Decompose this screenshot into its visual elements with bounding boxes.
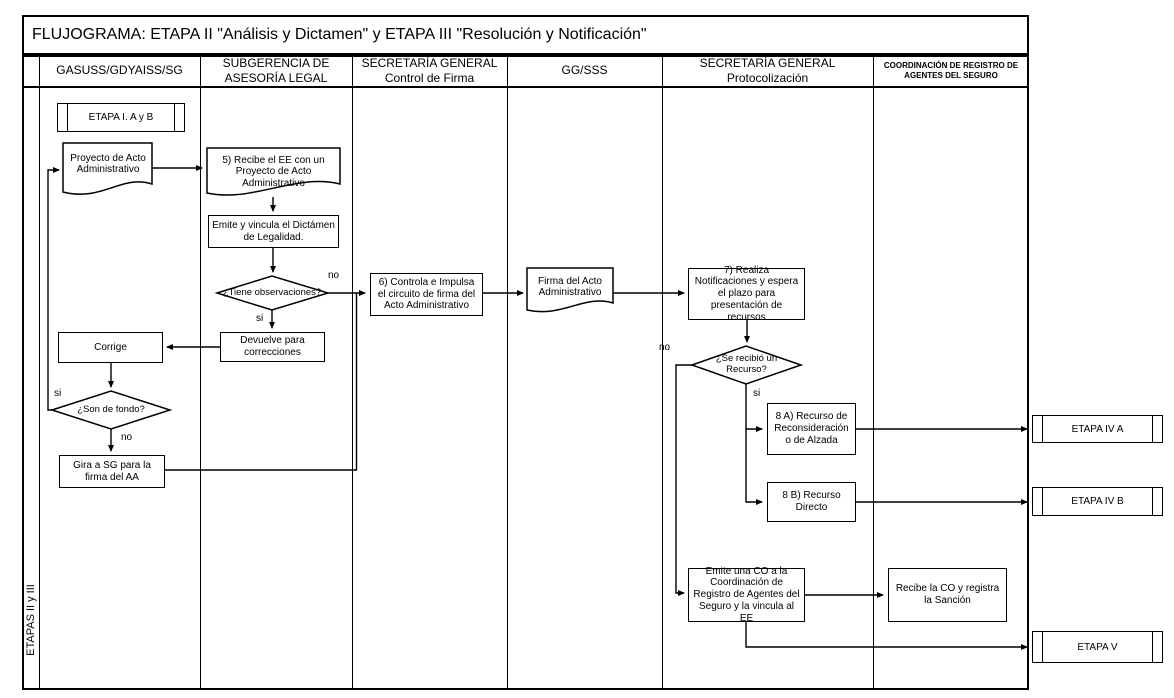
decision-tiene-observaciones	[217, 276, 328, 310]
lane-header-coordinacion: COORDINACIÓN DE REGISTRO DE AGENTES DEL SEGURO	[883, 60, 1019, 80]
label-proyecto-acto: Proyecto de Acto Administrativo	[70, 152, 146, 175]
title-bar	[22, 15, 1029, 55]
edge-fondo-si-loop	[48, 170, 62, 410]
node-recurso-8a: 8 A) Recurso de Reconsideración o de Alzada	[767, 403, 856, 455]
lane-header-ggsss: GG/SSS	[561, 63, 608, 78]
branch-label-fondo-si: si	[54, 388, 62, 399]
label-tiene-observaciones: ¿Tiene observaciones?	[222, 286, 322, 298]
node-gira-sg: Gira a SG para la firma del AA	[59, 455, 165, 488]
node-controla: 6) Controla e Impulsa el circuito de firma del Acto Administrativo	[370, 273, 483, 316]
document-proyecto-acto	[63, 143, 152, 194]
branch-label-recurso-no: no	[659, 342, 671, 353]
page-title: FLUJOGRAMA: ETAPA II "Análisis y Dictamen" y ETAPA III "Resolución y Notificación"	[32, 26, 647, 43]
lane-header-gasuss: GASUSS/GDYAISS/SG	[56, 63, 183, 78]
decision-se-recibio-recurso	[692, 346, 801, 384]
lane-header-protocolizacion: SECRETARÍA GENERAL Protocolización	[699, 56, 836, 85]
decision-son-de-fondo	[52, 388, 170, 429]
node-notificaciones: 7) Realiza Notificaciones y espera el plazo para presentación de recursos	[688, 268, 805, 320]
label-recibe-ee: 5) Recibe el EE con un Proyecto de Acto Administrativo	[222, 154, 325, 189]
label-son-de-fondo: ¿Son de fondo?	[77, 403, 145, 415]
lane-header-secretaria-firma: SECRETARÍA GENERAL Control de Firma	[361, 56, 498, 85]
node-corrige: Corrige	[58, 332, 163, 363]
node-etapa-i: ETAPA I. A y B	[57, 103, 185, 132]
branch-label-observaciones-no: no	[328, 270, 340, 281]
node-etapa-iv-a: ETAPA IV A	[1032, 415, 1163, 443]
label-se-recibio-recurso: ¿Se recibió un Recurso?	[715, 353, 778, 375]
node-devuelve: Devuelve para correcciones	[220, 332, 325, 362]
node-etapa-iv-b: ETAPA IV B	[1032, 487, 1163, 516]
label-firma-acto: Firma del Acto Administrativo	[538, 275, 602, 298]
branch-label-observaciones-si: si	[256, 313, 264, 324]
branch-label-fondo-no: no	[121, 432, 133, 443]
node-etapa-v: ETAPA V	[1032, 631, 1163, 663]
node-recibe-co: Recibe la CO y registra la Sanción	[888, 568, 1007, 622]
document-recibe-ee	[207, 148, 340, 195]
node-emite-dictamen: Emite y vincula el Dictámen de Legalidad.	[208, 215, 339, 248]
node-recurso-8b: 8 B) Recurso Directo	[767, 482, 856, 522]
edge-recurso-no-emiteco	[676, 365, 692, 593]
document-firma-acto	[527, 268, 613, 312]
edge-emiteco-etapa5	[746, 622, 1027, 647]
branch-label-recurso-si: si	[753, 388, 761, 399]
lane-header-subgerencia: SUBGERENCIA DE ASESORÍA LEGAL	[222, 56, 330, 85]
edge-recurso-si-8b	[746, 429, 762, 502]
node-emite-co: Emite una CO a la Coordinación de Registro de Agentes del Seguro y la vincula al EE	[688, 568, 805, 622]
stage-side-label: ETAPAS II y III	[24, 584, 37, 656]
